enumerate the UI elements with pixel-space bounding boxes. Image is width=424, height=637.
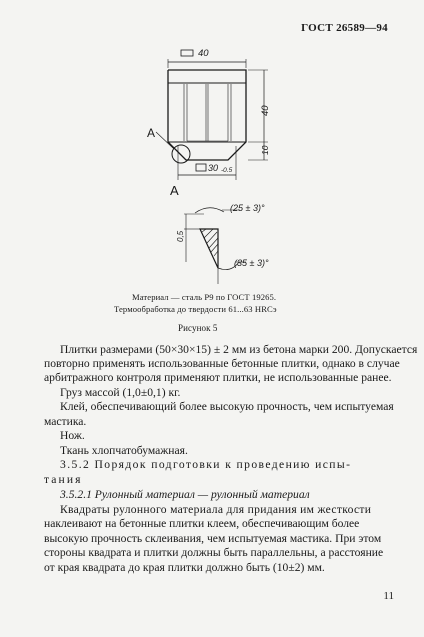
document-header: ГОСТ 26589—94 (301, 22, 388, 34)
body-line-10: наклеивают на бетонные плитки клеем, обеспечивающим более (44, 517, 360, 530)
body-line-6: мастика. (44, 415, 87, 428)
body-line-9: Квадраты рулонного материала для придания им жесткости (60, 503, 372, 516)
dim-bottom-tolerance: -0.5 (221, 167, 233, 174)
body-line-8: Ткань хлопчатобумажная. (60, 444, 188, 457)
page-number: 11 (383, 590, 394, 602)
figure-title: Рисунок 5 (178, 323, 218, 333)
body-line-3: арбитражного контроля применяют плитки, не использованные ранее. (44, 371, 392, 384)
body-line-13: от края квадрата до края плитки должно быть (10±2) мм. (44, 561, 325, 574)
body-line-1: Плитки размерами (50×30×15) ± 2 мм из бетона марки 200. Допускается (60, 343, 418, 356)
body-line-5: Клей, обеспечивающий более высокую прочность, чем испытуемая (60, 400, 394, 413)
angle-bottom: (35 ± 3)° (234, 258, 269, 268)
dim-lower-height: 10 (260, 145, 270, 155)
dim-small-height: 0,5 (176, 230, 185, 242)
dim-height: 40 (260, 105, 271, 116)
body-line-11: высокую прочность склеивания, чем испытуемая мастика. При этом (44, 532, 382, 545)
section-a-wedge (200, 229, 218, 268)
dim-bottom-width: 30 (208, 163, 219, 173)
section-heading: 3.5.2 Порядок подготовки к проведению испы- (60, 458, 352, 471)
angle-top: (25 ± 3)° (230, 203, 265, 213)
body-line-12: стороны квадрата и плитки должны быть параллельны, а расстояние (44, 546, 384, 559)
view-label-left: А (147, 126, 156, 140)
figure-caption-line-1: Материал — сталь Р9 по ГОСТ 19265. (132, 292, 277, 302)
figure-caption-line-2: Термообработка до твердости 61...63 HRCэ (114, 304, 277, 314)
body-line-4: Груз массой (1,0±0,1) кг. (60, 386, 181, 399)
section-heading-cont: тания (44, 473, 83, 486)
view-label-below: А (170, 183, 179, 198)
detail-circle (172, 145, 190, 163)
subsection-heading: 3.5.2.1 Рулонный материал — рулонный материал (60, 488, 310, 501)
body-line-2: повторно применять использованные бетонные плитки, однако в случае (44, 357, 400, 370)
body-line-7: Нож. (60, 429, 85, 442)
dim-top-width: 40 (198, 48, 209, 59)
